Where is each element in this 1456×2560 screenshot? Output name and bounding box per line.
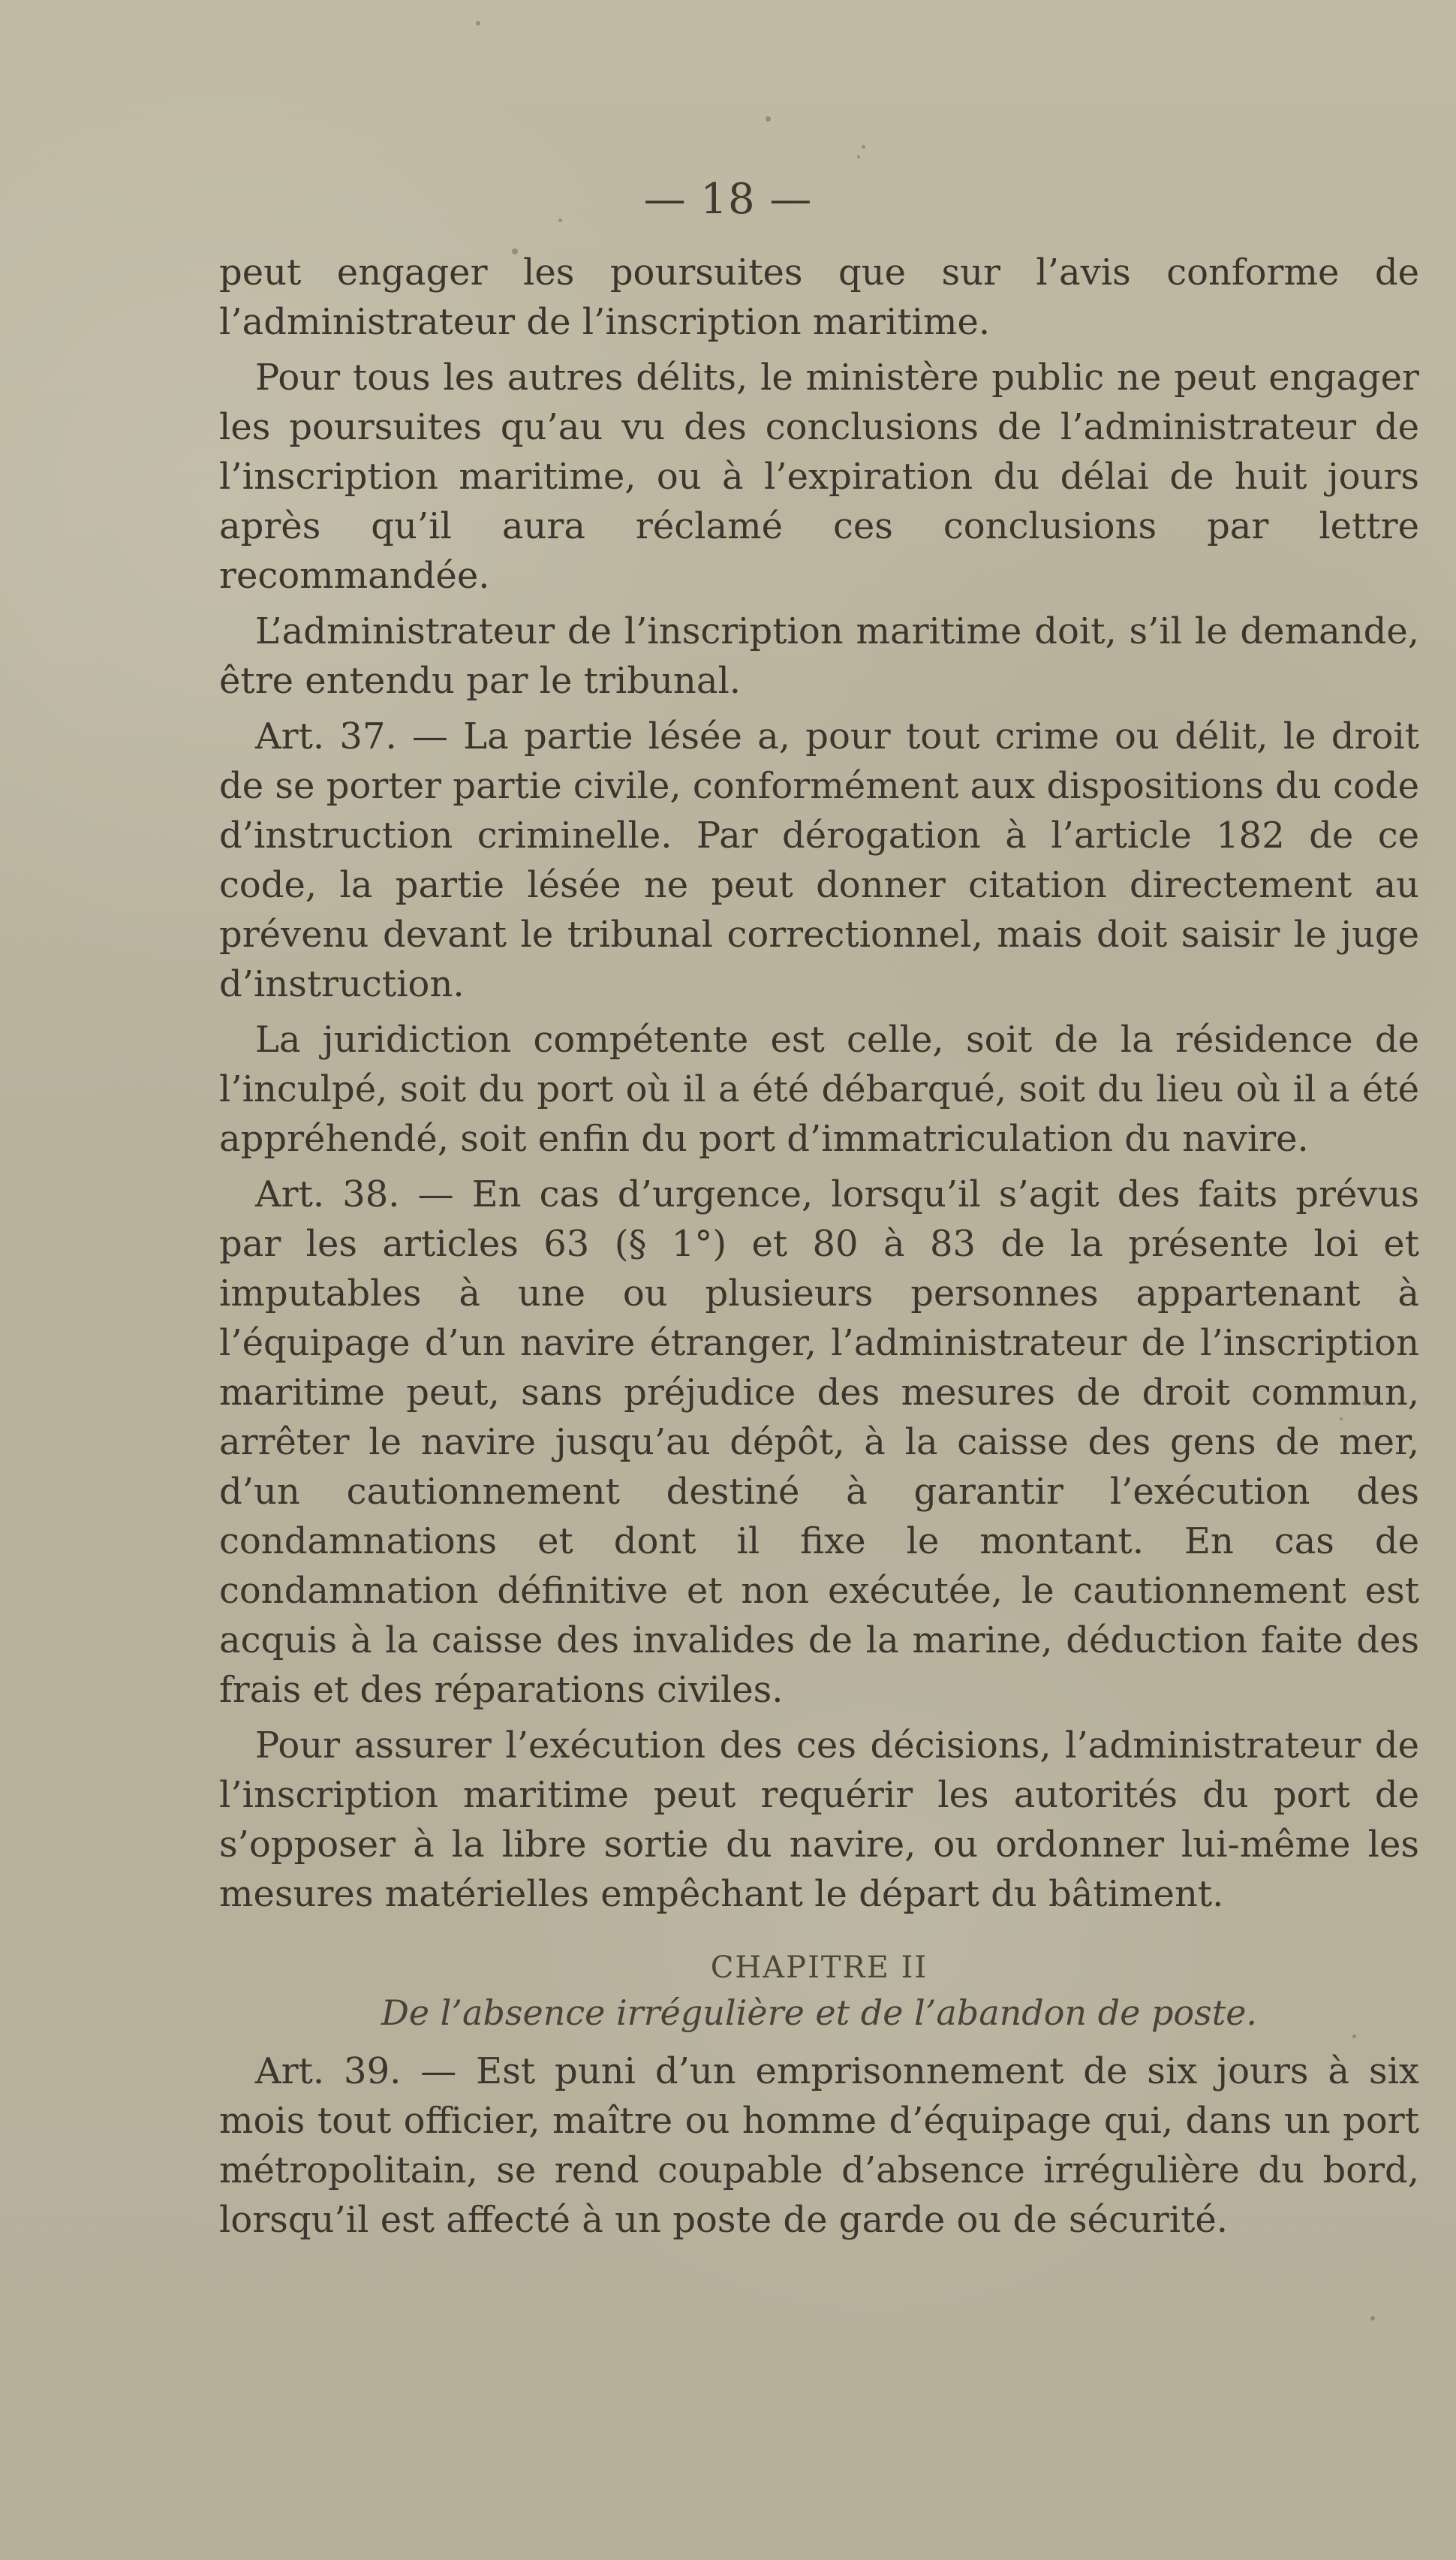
speck-4: [857, 155, 860, 158]
paragraph-1: peut engager les poursuites que sur l’avis conforme de l’administrateur de l’inscription maritime.: [219, 251, 1419, 343]
section-spacer: [219, 2033, 1419, 2046]
speck-10: [1370, 2316, 1375, 2321]
paragraph-2: Pour tous les autres délits, le ministère public ne peut engager les poursuites qu’au vu des conclusions de l’administrateur de l’inscription maritime, ou à l’expiration du délai de huit jours après qu’il aura réclamé ces conclusions par lettre recommandée.: [219, 357, 1419, 597]
page-number-header: — 18 —: [643, 175, 813, 224]
document-body: [219, 248, 1419, 2245]
final-paragraph: Art. 39. — Est puni d’un emprisonnement de six jours à six mois tout officier, maître ou homme d’équipage qui, dans un port métropolitain, se rend coupable d’absence irrégulière du bord, lorsqu’il est affecté à un poste de garde ou de sécurité.: [219, 2050, 1419, 2241]
paragraph-5: La juridiction compétente est celle, soit de la résidence de l’inculpé, soit du port où il a été débarqué, soit du lieu où il a été appréhendé, soit enfin du port d’immatriculation du navire.: [219, 1019, 1419, 1160]
speck-1: [476, 21, 480, 26]
paragraph-6: Art. 38. — En cas d’urgence, lorsqu’il s’agit des faits prévus par les articles 63 (§ 1°) et 80 à 83 de la présente loi et imputables à une ou plusieurs personnes appartenant à l’équipage d’un navire étranger, l’administrateur de l’inscription maritime peut, sans préjudice des mesures de droit commun, arrêter le navire jusqu’au dépôt, à la caisse des gens de mer, d’un cautionnement destiné à garantir l’exécution des condamnations et dont il fixe le montant. En cas de condamnation définitive et non exécutée, le cautionnement est acquis à la caisse des invalides de la marine, déduction faite des frais et des réparations civiles.: [219, 1173, 1419, 1711]
speck-2: [766, 116, 771, 122]
paragraph-4: Art. 37. — La partie lésée a, pour tout crime ou délit, le droit de se porter partie civile, conformément aux dispositions du code d’instruction criminelle. Par dérogation à l’article 182 de ce code, la partie lésée ne peut donner citation directement au prévenu devant le tribunal correctionnel, mais doit saisir le juge d’instruction.: [219, 715, 1419, 1005]
speck-3: [862, 145, 865, 149]
chapter-heading: CHAPITRE II: [710, 1950, 928, 1985]
chapter-subtitle: De l’absence irrégulière et de l’abandon de poste.: [381, 1992, 1258, 2033]
paragraph-7: Pour assurer l’exécution des ces décisions, l’administrateur de l’inscription maritime peut requérir les autorités du port de s’opposer à la libre sortie du navire, ou ordonner lui-même les mesures matérielles empêchant le départ du bâtiment.: [219, 1724, 1419, 1915]
paragraph-3: L’administrateur de l’inscription maritime doit, s’il le demande, être entendu par le tribunal.: [219, 610, 1419, 702]
